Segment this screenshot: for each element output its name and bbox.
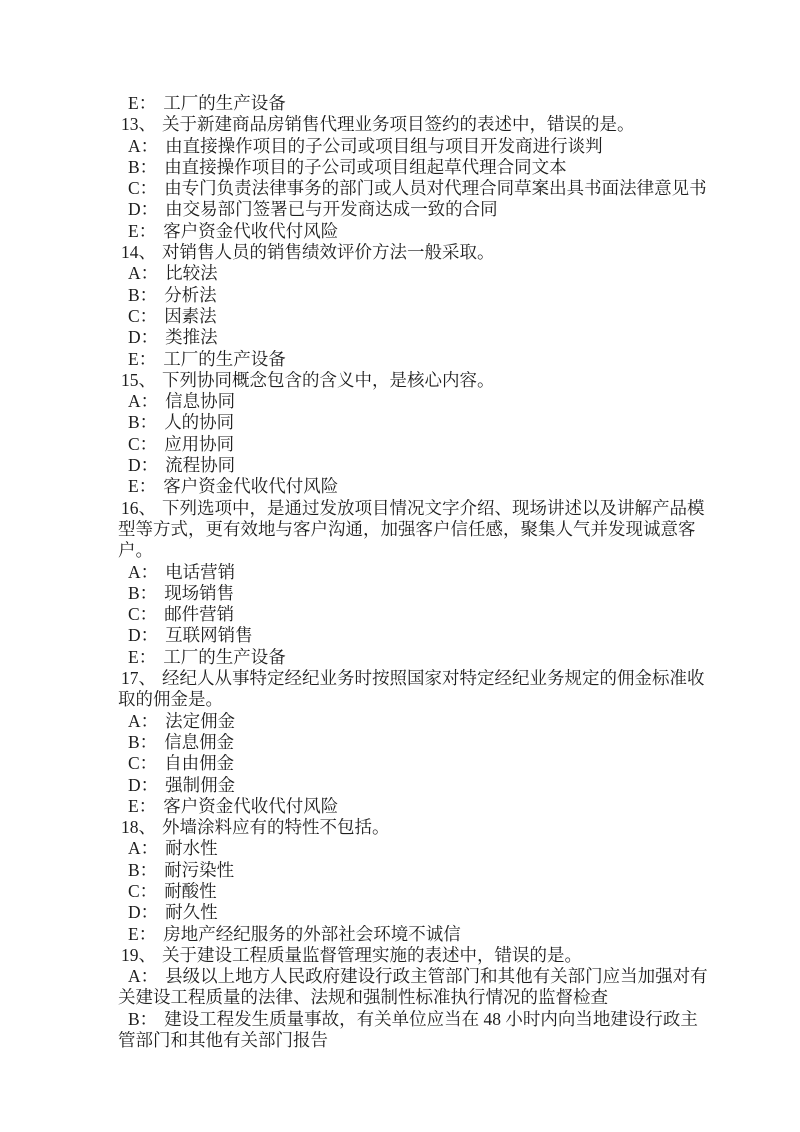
- option-line: [118, 562, 714, 583]
- question-number: 15、: [121, 369, 156, 390]
- question-number: 16、: [121, 497, 156, 518]
- question-15: [118, 370, 714, 498]
- question-stem: [118, 668, 714, 711]
- option-label: D：: [128, 199, 159, 220]
- option-label: B：: [128, 412, 158, 433]
- option-text: 客户资金代收代付风险: [163, 476, 339, 497]
- option-line: [118, 221, 714, 242]
- option-line: [118, 412, 714, 433]
- option-text: 由专门负责法律事务的部门或人员对代理合同草案出具书面法律意见书: [164, 178, 707, 199]
- option-text: 电话营销: [165, 561, 236, 582]
- option-label: A：: [128, 966, 159, 987]
- option-text: 工厂的生产设备: [163, 348, 286, 369]
- option-line: [118, 753, 714, 774]
- option-label: E：: [128, 93, 157, 113]
- option-line: [118, 583, 714, 604]
- question-stem: [118, 242, 714, 263]
- option-label: B：: [128, 156, 158, 177]
- option-text: 法定佣金: [165, 710, 236, 731]
- option-label: D：: [128, 625, 159, 646]
- option-text: 由直接操作项目的子公司或项目组起草代理合同文本: [164, 156, 567, 177]
- question-16: [118, 498, 714, 668]
- option-label: B：: [128, 284, 158, 305]
- option-label: E：: [128, 220, 157, 241]
- option-label: A：: [128, 391, 159, 412]
- option-label: C：: [128, 305, 158, 326]
- option-text: 由交易部门签署已与开发商达成一致的合同: [165, 199, 498, 220]
- option-label: D：: [128, 902, 159, 923]
- option-line: [118, 434, 714, 455]
- option-line: [118, 604, 714, 625]
- option-line: [118, 455, 714, 476]
- option-label: D：: [128, 455, 159, 476]
- option-line: [118, 647, 714, 668]
- option-label: E：: [128, 646, 157, 667]
- option-text: 邮件营销: [164, 604, 235, 625]
- option-text: 客户资金代收代付风险: [163, 220, 339, 241]
- option-label: B：: [128, 731, 158, 752]
- question-stem: [118, 817, 714, 838]
- option-text: 耐酸性: [164, 880, 217, 901]
- option-text: 互联网销售: [165, 625, 253, 646]
- question-13: [118, 114, 714, 242]
- option-line: [118, 775, 714, 796]
- option-label: B：: [128, 1008, 158, 1029]
- option-label: A：: [128, 710, 159, 731]
- option-line: [118, 732, 714, 753]
- option-text: 由直接操作项目的子公司或项目组与项目开发商进行谈判: [165, 135, 603, 156]
- option-line: [118, 263, 714, 284]
- option-text: 分析法: [164, 284, 217, 305]
- option-text: 应用协同: [164, 433, 235, 454]
- option-line: [118, 199, 714, 220]
- option-text: 耐久性: [165, 902, 218, 923]
- option-text: 流程协同: [165, 455, 236, 476]
- option-line: [118, 349, 714, 370]
- option-text: 建设工程发生质量事故，有关单位应当在 48 小时内向当地建设行政主管部门和其他有关部门报告: [118, 1008, 698, 1051]
- option-text: 人的协同: [164, 412, 235, 433]
- question-stem: [118, 498, 714, 562]
- option-line: [118, 924, 714, 945]
- question-number: 14、: [121, 242, 156, 263]
- question-list: [118, 93, 714, 1051]
- option-text: 信息协同: [165, 391, 236, 412]
- option-label: E：: [128, 795, 157, 816]
- option-line: [118, 391, 714, 412]
- option-text: 耐水性: [165, 838, 218, 859]
- option-label: B：: [128, 859, 158, 880]
- option-text: 自由佣金: [164, 753, 235, 774]
- option-text: 工厂的生产设备: [163, 646, 286, 667]
- option-line: [118, 327, 714, 348]
- option-label: C：: [128, 178, 158, 199]
- orphan-option: [118, 93, 714, 114]
- option-line: [118, 136, 714, 157]
- option-label: A：: [128, 838, 159, 859]
- option-line: [118, 178, 714, 199]
- option-label: C：: [128, 880, 158, 901]
- option-line: [118, 476, 714, 497]
- option-label: C：: [128, 433, 158, 454]
- option-label: E：: [128, 476, 157, 497]
- question-text: 关于建设工程质量监督管理实施的表述中，错误的是。: [162, 944, 582, 965]
- option-label: A：: [128, 135, 159, 156]
- option-text: 因素法: [164, 305, 217, 326]
- option-label: A：: [128, 263, 159, 284]
- question-stem: [118, 370, 714, 391]
- option-text: 县级以上地方人民政府建设行政主管部门和其他有关部门应当加强对有关建设工程质量的法律、法规和强制性标准执行情况的监督检查: [118, 966, 708, 1008]
- option-text: 客户资金代收代付风险: [163, 795, 339, 816]
- option-label: D：: [128, 327, 159, 348]
- question-19: [118, 945, 714, 1051]
- option-line: [118, 881, 714, 902]
- option-text: 耐污染性: [164, 859, 235, 880]
- question-text: 外墙涂料应有的特性不包括。: [162, 817, 390, 838]
- question-text: 下列协同概念包含的含义中，是核心内容。: [162, 369, 495, 390]
- option-label: D：: [128, 774, 159, 795]
- option-line: [118, 1009, 714, 1052]
- option-label: C：: [128, 753, 158, 774]
- question-14: [118, 242, 714, 370]
- question-text: 下列选项中，是通过发放项目情况文字介绍、现场讲述以及讲解产品模型等方式，更有效地与客户沟通，加强客户信任感，聚集人气并发现诚意客户。: [118, 497, 705, 561]
- option-line: [118, 625, 714, 646]
- question-number: 17、: [121, 668, 156, 689]
- option-label: A：: [128, 561, 159, 582]
- question-number: 19、: [121, 944, 156, 965]
- option-text: 类推法: [165, 327, 218, 348]
- question-number: 18、: [121, 817, 156, 838]
- option-line: [118, 902, 714, 923]
- option-line: [118, 285, 714, 306]
- option-line: [118, 966, 714, 1009]
- question-18: [118, 817, 714, 945]
- option-line: [118, 711, 714, 732]
- option-line: [118, 796, 714, 817]
- question-stem: [118, 945, 714, 966]
- question-text: 关于新建商品房销售代理业务项目签约的表述中，错误的是。: [162, 114, 635, 135]
- option-text: 工厂的生产设备: [163, 93, 286, 113]
- option-label: E：: [128, 348, 157, 369]
- option-line: [118, 838, 714, 859]
- option-label: E：: [128, 923, 157, 944]
- option-label: B：: [128, 582, 158, 603]
- option-text: 信息佣金: [164, 731, 235, 752]
- option-line: [118, 157, 714, 178]
- question-text: 对销售人员的销售绩效评价方法一般采取。: [162, 242, 495, 263]
- question-stem: [118, 114, 714, 135]
- option-text: 房地产经纪服务的外部社会环境不诚信: [163, 923, 461, 944]
- option-line: [118, 306, 714, 327]
- question-text: 经纪人从事特定经纪业务时按照国家对特定经纪业务规定的佣金标准收取的佣金是。: [118, 668, 705, 710]
- question-17: [118, 668, 714, 817]
- question-number: 13、: [121, 114, 156, 135]
- option-text: 现场销售: [164, 582, 235, 603]
- option-text: 比较法: [165, 263, 218, 284]
- option-text: 强制佣金: [165, 774, 236, 795]
- option-label: C：: [128, 604, 158, 625]
- option-line: [118, 860, 714, 881]
